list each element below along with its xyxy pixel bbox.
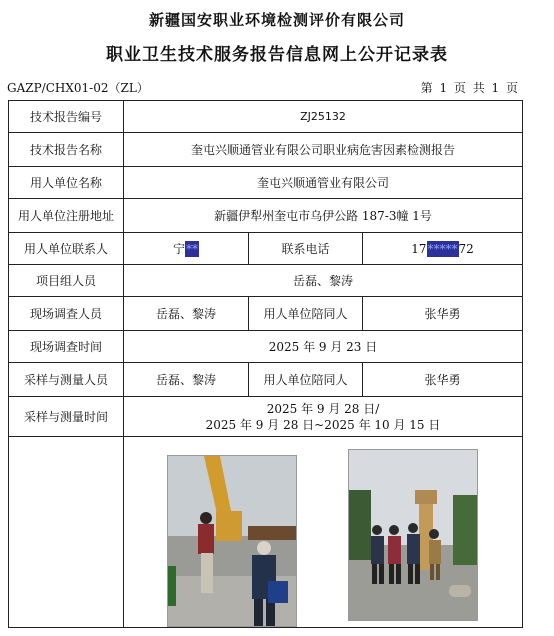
row-site-survey-staff (9, 297, 523, 331)
site-survey-staff-label: 现场调查人员 (9, 297, 124, 331)
report-no-value: ZJ25132 (124, 101, 523, 133)
report-name-value: 奎屯兴顺通管业有限公司职业病危害因素检测报告 (124, 133, 523, 167)
site-photo-1 (167, 455, 297, 627)
report-no-label: 技术报告编号 (9, 101, 124, 133)
registered-address-value: 新疆伊犁州奎屯市乌伊公路 187-3幢 1号 (124, 199, 523, 233)
row-registered-address (9, 199, 523, 233)
phone-label: 联系电话 (249, 233, 363, 265)
row-sampling-staff (9, 363, 523, 397)
phone-redaction: ***** (427, 241, 458, 256)
contact-name-redaction: ** (186, 241, 198, 256)
contact-label: 用人单位联系人 (9, 233, 124, 265)
site-survey-accompany-label: 用人单位陪同人 (249, 297, 363, 331)
employer-name-value: 奎屯兴顺通管业有限公司 (124, 167, 523, 199)
photos-cell (124, 437, 523, 628)
site-survey-staff-value: 岳磊、黎涛 (124, 297, 249, 331)
sampling-time-value (124, 397, 523, 437)
project-members-label: 项目组人员 (9, 265, 124, 297)
sampling-time-line1: 2025 年 9 月 28 日/ (266, 401, 380, 416)
document-code: GAZP/CHX01-02（ZL） (7, 81, 149, 95)
row-report-no (9, 101, 523, 133)
contact-name-visible: 宁 (172, 241, 185, 256)
site-survey-time-value: 2025 年 9 月 23 日 (124, 331, 523, 363)
sampling-accompany-value: 张华勇 (363, 363, 523, 397)
employer-name-label: 用人单位名称 (9, 167, 124, 199)
row-photos (9, 437, 523, 628)
row-report-name (9, 133, 523, 167)
sampling-time-label: 采样与测量时间 (9, 397, 124, 437)
row-employer-name (9, 167, 523, 199)
phone-prefix: 17 (411, 241, 427, 256)
page-indicator: 第 1 页 共 1 页 (420, 81, 518, 95)
site-photo-2 (348, 449, 478, 621)
registered-address-label: 用人单位注册地址 (9, 199, 124, 233)
sampling-staff-value: 岳磊、黎涛 (124, 363, 249, 397)
phone-value (363, 233, 523, 265)
contact-name-value (124, 233, 249, 265)
row-project-members (9, 265, 523, 297)
report-name-label: 技术报告名称 (9, 133, 124, 167)
record-table (8, 100, 523, 628)
row-sampling-time (9, 397, 523, 437)
project-members-value: 岳磊、黎涛 (124, 265, 523, 297)
sampling-accompany-label: 用人单位陪同人 (249, 363, 363, 397)
site-survey-accompany-value: 张华勇 (363, 297, 523, 331)
row-contact (9, 233, 523, 265)
site-survey-time-label: 现场调查时间 (9, 331, 124, 363)
form-title: 职业卫生技术服务报告信息网上公开记录表 (106, 45, 448, 65)
phone-suffix: 72 (458, 241, 474, 256)
sampling-time-line2: 2025 年 9 月 28 日~2025 年 10 月 15 日 (205, 417, 441, 432)
photos-blank-cell (9, 437, 124, 628)
sampling-staff-label: 采样与测量人员 (9, 363, 124, 397)
row-site-survey-time (9, 331, 523, 363)
organization-name: 新疆国安职业环境检测评价有限公司 (148, 11, 405, 29)
